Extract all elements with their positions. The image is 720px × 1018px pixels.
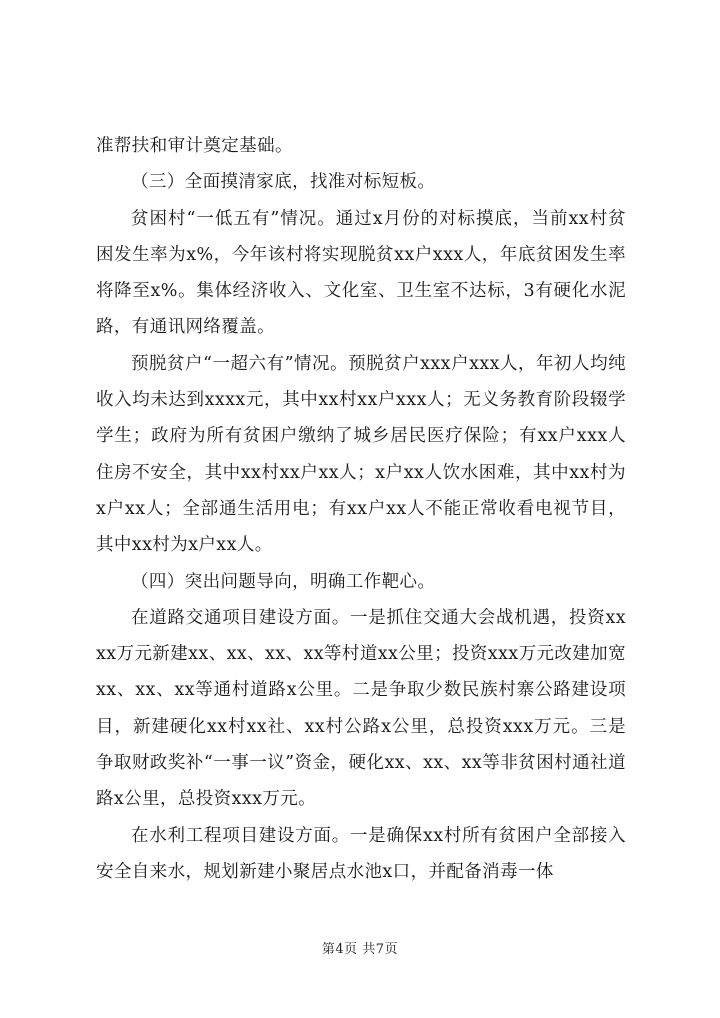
paragraph-water-conservancy: 在水利工程项目建设方面。一是确保xx村所有贫困户全部接入安全自来水，规划新建小聚居点水池x口，并配备消毒一体: [96, 825, 626, 882]
paragraph-continuation: 准帮扶和审计奠定基础。: [96, 136, 293, 156]
section-heading-4: （四）突出问题导向，明确工作靶心。: [131, 571, 436, 592]
paragraph-road-transport: 在道路交通项目建设方面。一是抓住交通大会战机遇，投资xxxx万元新建xx、xx、xx、xx等村道xx公里；投资xxx万元改建加宽xx、xx、xx等通村道路x公里。二是争取少数民族村寨公路建设项目，新建硬化xx村xx社、xx村公路x公里，总投资xxx万元。三是争取财政奖补“一事一议”资金，硬化xx、xx、xx等非贫困村通社道路x公里，总投资xxx万元。: [96, 607, 626, 810]
section-heading-3: （三）全面摸清家底，找准对标短板。: [131, 172, 436, 193]
paragraph-poor-village-status: 贫困村“一低五有”情况。通过x月份的对标摸底，当前xx村贫困发生率为x%，今年该村将实现脱贫xx户xxx人，年底贫困发生率将降至x%。集体经济收入、文化室、卫生室不达标，3有硬化水泥路，有通讯网络覆盖。: [96, 208, 626, 338]
paragraph-pre-poverty-households: 预脱贫户“一超六有”情况。预脱贫户xxx户xxx人，年初人均纯收入均未达到xxxx元，其中xx村xx户xxx人；无义务教育阶段辍学学生；政府为所有贫困户缴纳了城乡居民医疗保险；有xx户xxx人住房不安全，其中xx村xx户xx人；x户xx人饮水困难，其中xx村为x户xx人；全部通生活用电；有xx户xx人不能正常收看电视节目，其中xx村为x户xx人。: [96, 353, 626, 556]
document-body: [96, 128, 626, 890]
page-number-footer: 第4页 共7页: [321, 942, 399, 957]
